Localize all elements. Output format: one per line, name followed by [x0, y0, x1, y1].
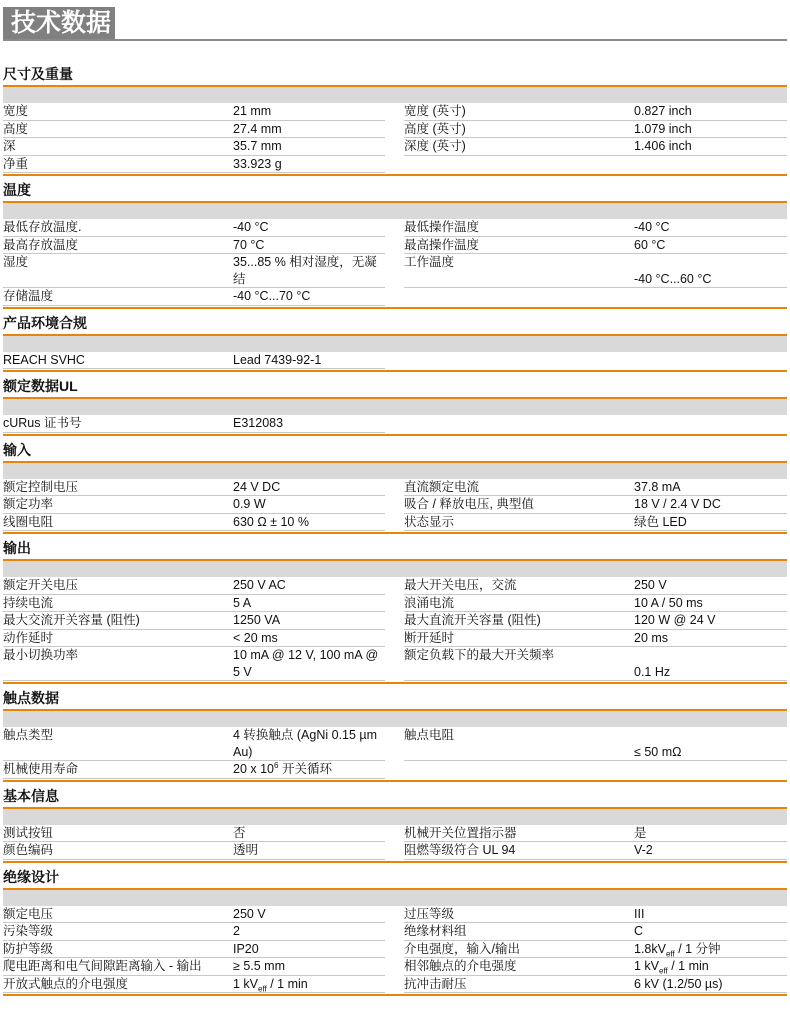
value-text: 250 V AC: [233, 578, 286, 592]
spec-value: [233, 906, 385, 923]
spec-row: [3, 958, 787, 976]
spec-row: [3, 906, 787, 924]
spec-value: [233, 138, 385, 155]
spec-value: [233, 595, 385, 612]
page-header: [0, 0, 790, 42]
spec-section: [3, 372, 787, 436]
spec-section: [3, 309, 787, 373]
value-text: 透明: [233, 843, 259, 857]
section-band: [3, 561, 787, 577]
spec-row: [3, 761, 787, 779]
value-text: 0.827 inch: [634, 104, 692, 118]
spec-label: 介电强度，输入/输出: [404, 941, 520, 956]
spec-right: [404, 612, 787, 630]
spec-value: [233, 103, 385, 120]
spec-right: [404, 288, 787, 306]
spec-value: [233, 612, 385, 629]
spec-value: [634, 595, 787, 612]
spec-right: [404, 761, 787, 779]
spec-label: 最小切换功率: [3, 648, 79, 662]
section-band: [3, 87, 787, 103]
value-text: 0.9 W: [233, 497, 266, 511]
spec-value: [634, 496, 787, 513]
section-rows: [3, 727, 787, 782]
spec-left: [3, 906, 385, 924]
spec-label: 阻燃等级符合 UL 94: [404, 843, 516, 857]
spec-right: [404, 219, 787, 237]
section-band: [3, 809, 787, 825]
spec-row: [3, 138, 787, 156]
spec-right: [404, 156, 787, 174]
spec-left: [3, 825, 385, 843]
spec-value: [233, 647, 385, 680]
value-text: 250 V: [634, 578, 667, 592]
spec-left: [3, 941, 385, 959]
spec-value: [634, 842, 787, 859]
spec-section: [3, 436, 787, 535]
spec-value: [233, 842, 385, 859]
spec-row: [3, 923, 787, 941]
spec-right: [404, 630, 787, 648]
section-band: [3, 399, 787, 415]
spec-left: [3, 761, 385, 779]
section-rows: [3, 577, 787, 684]
spec-label: 额定负载下的最大开关频率: [404, 648, 555, 662]
value-text: 是: [634, 825, 647, 840]
value-text: -40 °C...70 °C: [233, 289, 311, 303]
spec-value: [233, 219, 385, 236]
spec-row: [3, 352, 787, 370]
value-text: 5 A: [233, 595, 252, 610]
spec-value: [634, 577, 787, 594]
spec-right: [404, 514, 787, 532]
spec-right: [404, 647, 787, 681]
spec-value: [233, 630, 385, 647]
spec-left: [3, 496, 385, 514]
spec-value: [634, 630, 787, 647]
spec-row: [3, 941, 787, 959]
value-text: C: [634, 924, 644, 938]
spec-label: 相邻触点的介电强度: [404, 959, 517, 973]
spec-row: [3, 514, 787, 532]
section-band: [3, 890, 787, 906]
value-text: 否: [233, 825, 246, 840]
spec-right: [404, 496, 787, 514]
value-text: 1250 VA: [233, 613, 281, 627]
section-rows: [3, 906, 787, 997]
spec-row: [3, 496, 787, 514]
spec-label: 爬电距离和电气间隙距离输入 - 输出: [3, 959, 202, 973]
spec-right: [404, 923, 787, 941]
spec-value: [233, 727, 385, 760]
value-text: 37.8 mA: [634, 479, 681, 494]
spec-value: [634, 237, 787, 254]
spec-row: [3, 415, 787, 433]
value-text: 6 kV (1.2/50 µs): [634, 976, 723, 991]
spec-value: [634, 103, 787, 120]
spec-label: cURus 证书号: [3, 416, 82, 430]
spec-row: [3, 479, 787, 497]
spec-label: 额定电压: [3, 906, 54, 921]
spec-right: [404, 415, 787, 433]
subscript: eff: [258, 984, 267, 993]
spec-label: 净重: [3, 156, 29, 171]
value-text: E312083: [233, 416, 284, 430]
spec-label: 最低存放温度.: [3, 220, 82, 234]
spec-left: [3, 103, 385, 121]
spec-row: [3, 156, 787, 174]
spec-left: [3, 352, 385, 370]
spec-right: [404, 121, 787, 139]
spec-label: 过压等级: [404, 906, 455, 921]
spec-value: [634, 219, 787, 236]
spec-row: [3, 237, 787, 255]
spec-row: [3, 727, 787, 761]
spec-right: [404, 825, 787, 843]
spec-label: 颜色编码: [3, 843, 54, 857]
spec-label: 深: [3, 139, 16, 153]
spec-left: [3, 923, 385, 941]
spec-value: [233, 156, 385, 173]
spec-left: [3, 156, 385, 174]
spec-label: 最高操作温度: [404, 237, 480, 252]
section-title: 触点数据: [3, 684, 787, 711]
section-band: [3, 336, 787, 352]
spec-section: [3, 863, 787, 997]
subscript: eff: [665, 949, 675, 958]
spec-left: [3, 595, 385, 613]
spec-label: 最大交流开关容量 (阻性): [3, 613, 140, 627]
section-title: 绝缘设计: [3, 863, 787, 890]
spec-right: [404, 958, 787, 976]
spec-sections: [0, 60, 790, 996]
page-title: 技术数据: [3, 7, 115, 39]
spec-right: [404, 842, 787, 860]
spec-label: REACH SVHC: [3, 352, 85, 367]
spec-value: [634, 647, 787, 680]
value-text: IP20: [233, 941, 259, 956]
spec-label: 存储温度: [3, 289, 54, 303]
spec-left: [3, 288, 385, 306]
value-text: 绿色 LED: [634, 514, 687, 529]
spec-value: [634, 906, 787, 923]
spec-row: [3, 103, 787, 121]
spec-value: [233, 577, 385, 594]
section-title: 尺寸及重量: [3, 60, 787, 87]
spec-value: [233, 941, 385, 958]
section-rows: [3, 219, 787, 309]
value-text: 0.1 Hz: [634, 664, 671, 679]
value-text: $1.8kV_{eff} / 1$ 分钟: [634, 941, 721, 958]
spec-row: [3, 288, 787, 306]
spec-label: 最大直流开关容量 (阻性): [404, 613, 541, 627]
spec-value: [233, 254, 385, 287]
section-rows: [3, 103, 787, 176]
spec-value: [634, 479, 787, 496]
spec-label: 测试按钮: [3, 825, 54, 840]
spec-label: 宽度 (英寸): [404, 104, 466, 118]
spec-left: [3, 976, 385, 994]
spec-label: 高度: [3, 121, 29, 136]
spec-value: [233, 923, 385, 940]
value-text: -40 °C...60 °C: [634, 271, 712, 286]
spec-right: [404, 727, 787, 761]
spec-label: 状态显示: [404, 514, 455, 529]
spec-right: [404, 103, 787, 121]
spec-left: [3, 219, 385, 237]
spec-right: [404, 976, 787, 994]
section-band: [3, 463, 787, 479]
value-text: 1.079 inch: [634, 121, 692, 136]
spec-label: 吸合 / 释放电压, 典型值: [404, 497, 534, 511]
spec-value: [233, 479, 385, 496]
spec-label: 持续电流: [3, 595, 54, 610]
value-text: 630 Ω ± 10 %: [233, 514, 309, 529]
value-text: < 20 ms: [233, 630, 278, 645]
value-text: 4 转换触点 (AgNi 0.15 µm Au): [233, 728, 378, 759]
spec-value: [233, 415, 385, 432]
spec-value: [634, 976, 787, 993]
section-rows: [3, 415, 787, 436]
spec-label: 机械开关位置指示器: [404, 825, 517, 840]
spec-value: [634, 612, 787, 629]
value-text: V-2: [634, 843, 653, 857]
spec-value: [634, 941, 787, 958]
value-text: 27.4 mm: [233, 121, 282, 136]
section-title: 输入: [3, 436, 787, 463]
spec-label: 额定控制电压: [3, 479, 79, 494]
value-text: 1 $kV_{eff} / 1$ min: [634, 959, 709, 976]
value-text: 35.7 mm: [233, 139, 282, 153]
spec-value: [634, 825, 787, 842]
section-band: [3, 711, 787, 727]
spec-label: 最低操作温度: [404, 220, 480, 234]
section-rows: [3, 825, 787, 863]
value-text: ≤ 50 mΩ: [634, 744, 682, 759]
value-text: -40 °C: [233, 220, 269, 234]
value-text: 21 mm: [233, 104, 272, 118]
value-text: 18 V / 2.4 V DC: [634, 497, 721, 511]
spec-value: [233, 237, 385, 254]
spec-left: [3, 958, 385, 976]
spec-left: [3, 254, 385, 288]
spec-label: 宽度: [3, 104, 29, 118]
value-text: 24 V DC: [233, 479, 281, 494]
spec-label: 高度 (英寸): [404, 121, 466, 136]
spec-row: [3, 630, 787, 648]
spec-value: [634, 138, 787, 155]
value-text: 250 V: [233, 906, 266, 921]
spec-row: [3, 612, 787, 630]
spec-right: [404, 577, 787, 595]
spec-label: 最大开关电压，交流: [404, 578, 517, 592]
spec-value: [233, 288, 385, 305]
value-text: Lead 7439-92-1: [233, 352, 322, 367]
spec-label: 直流额定电流: [404, 479, 480, 494]
spec-row: [3, 577, 787, 595]
section-rows: [3, 352, 787, 373]
spec-label: 线圈电阻: [3, 514, 54, 529]
spec-left: [3, 514, 385, 532]
spec-value: [634, 254, 787, 287]
spec-label: 额定功率: [3, 497, 54, 511]
section-title: 温度: [3, 176, 787, 203]
spec-value: [233, 958, 385, 975]
spec-right: [404, 352, 787, 370]
section-band: [3, 203, 787, 219]
value-text: 1.406 inch: [634, 139, 692, 153]
spec-section: [3, 176, 787, 309]
spec-value: [233, 121, 385, 138]
value-text: 10 A / 50 ms: [634, 595, 703, 610]
spec-value: [634, 958, 787, 975]
value-text: 20 x $10^6$ 开关循环: [233, 760, 332, 776]
spec-left: [3, 237, 385, 255]
spec-label: 开放式触点的介电强度: [3, 976, 129, 991]
value-text: 1 $kV_{eff} / 1$ min: [233, 976, 308, 993]
spec-label: 工作温度: [404, 255, 455, 269]
spec-label: 深度 (英寸): [404, 139, 466, 153]
superscript: 6: [274, 760, 279, 770]
spec-label: 最高存放温度: [3, 237, 79, 252]
spec-right: [404, 941, 787, 959]
spec-label: 额定开关电压: [3, 578, 79, 592]
spec-label: 触点电阻: [404, 728, 455, 742]
section-title: 额定数据UL: [3, 372, 787, 399]
spec-left: [3, 121, 385, 139]
value-text: 20 ms: [634, 630, 669, 645]
spec-value: [233, 496, 385, 513]
spec-value: [233, 825, 385, 842]
spec-section: [3, 60, 787, 176]
spec-row: [3, 595, 787, 613]
spec-label: 污染等级: [3, 924, 54, 938]
spec-section: [3, 684, 787, 782]
spec-right: [404, 479, 787, 497]
value-text: ≥ 5.5 mm: [233, 959, 286, 973]
spec-section: [3, 534, 787, 684]
spec-label: 浪涌电流: [404, 595, 455, 610]
spec-right: [404, 138, 787, 156]
value-text: 120 W @ 24 V: [634, 613, 716, 627]
spec-row: [3, 254, 787, 288]
spec-label: 动作延时: [3, 630, 54, 645]
subscript: eff: [659, 966, 668, 976]
value-text: 35...85 % 相对湿度，无凝结: [233, 255, 377, 286]
spec-row: [3, 842, 787, 860]
spec-label: 湿度: [3, 255, 29, 269]
spec-row: [3, 219, 787, 237]
spec-label: 断开延时: [404, 630, 455, 645]
spec-value: [634, 727, 787, 760]
spec-right: [404, 906, 787, 924]
spec-right: [404, 237, 787, 255]
spec-left: [3, 479, 385, 497]
spec-left: [3, 630, 385, 648]
spec-section: [3, 782, 787, 863]
value-text: 33.923 g: [233, 156, 282, 171]
value-text: III: [634, 906, 645, 921]
spec-value: [233, 514, 385, 531]
spec-right: [404, 595, 787, 613]
section-rows: [3, 479, 787, 535]
spec-left: [3, 612, 385, 630]
spec-value: [233, 976, 385, 993]
spec-row: [3, 976, 787, 994]
section-title: 产品环境合规: [3, 309, 787, 336]
spec-row: [3, 825, 787, 843]
spec-left: [3, 647, 385, 681]
spec-value: [233, 761, 385, 778]
spec-left: [3, 842, 385, 860]
spec-label: 防护等级: [3, 941, 54, 956]
spec-row: [3, 647, 787, 681]
spec-label: 触点类型: [3, 728, 54, 742]
spec-left: [3, 577, 385, 595]
section-title: 基本信息: [3, 782, 787, 809]
spec-left: [3, 727, 385, 761]
spec-value: [634, 923, 787, 940]
spec-right: [404, 254, 787, 288]
value-text: -40 °C: [634, 220, 670, 234]
value-text: 2: [233, 924, 240, 938]
spec-value: [634, 514, 787, 531]
value-text: 70 °C: [233, 237, 265, 252]
header-divider: [3, 39, 787, 41]
spec-label: 抗冲击耐压: [404, 976, 467, 991]
section-title: 输出: [3, 534, 787, 561]
spec-label: 机械使用寿命: [3, 762, 79, 776]
spec-label: 绝缘材料组: [404, 924, 467, 938]
value-text: 10 mA @ 12 V, 100 mA @ 5 V: [233, 648, 379, 679]
spec-left: [3, 415, 385, 433]
spec-left: [3, 138, 385, 156]
spec-value: [233, 352, 385, 369]
spec-row: [3, 121, 787, 139]
value-text: 60 °C: [634, 237, 666, 252]
spec-value: [634, 121, 787, 138]
